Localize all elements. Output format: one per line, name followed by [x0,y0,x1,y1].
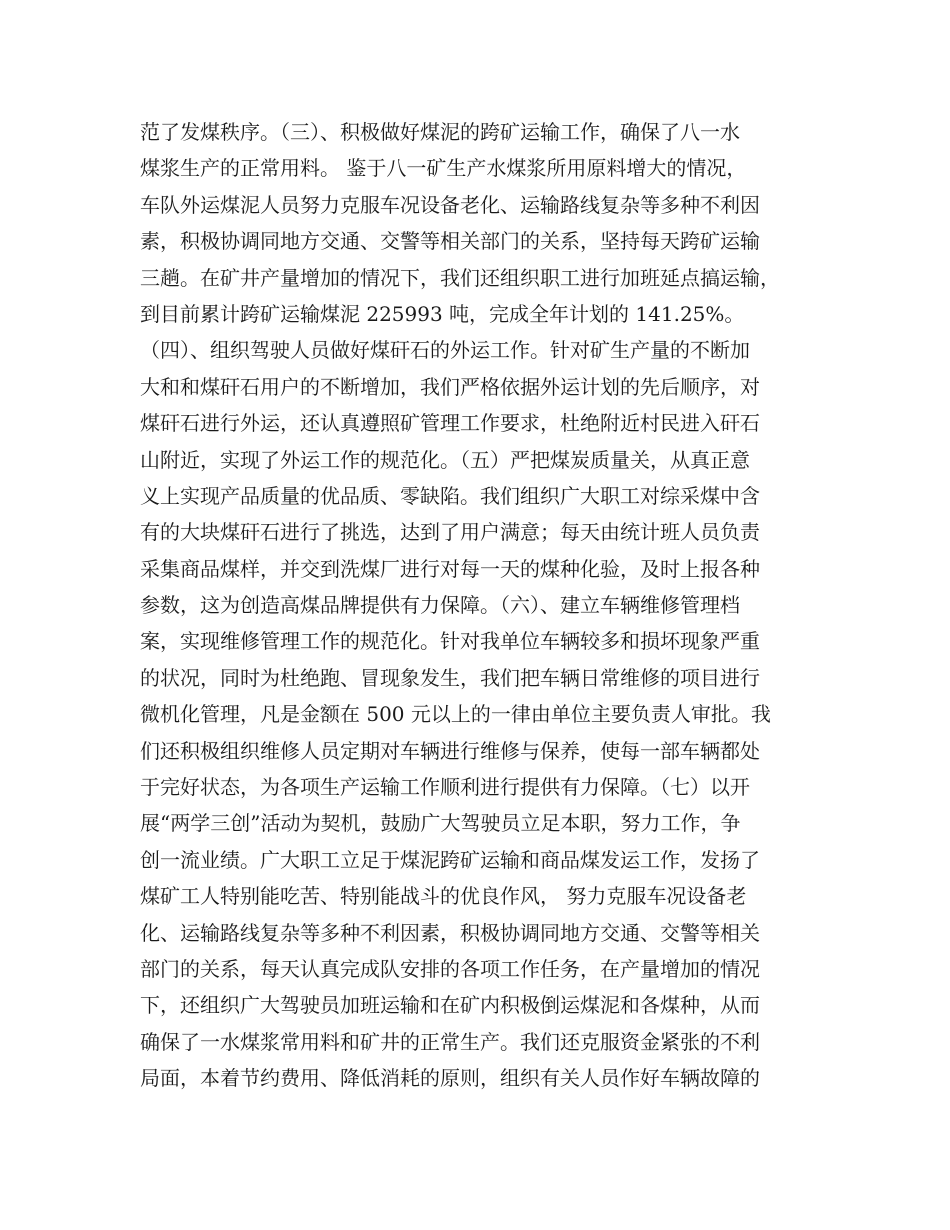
text-line: 参数，这为创造高煤品牌提供有力保障。（六）、建立车辆维修管理档 [140,593,740,618]
text-line: 义上实现产品质量的优品质、零缺陷。我们组织广大职工对综采煤中含 [140,483,760,508]
text-line: （四）、组织驾驶人员做好煤矸石的外运工作。针对矿生产量的不断加 [140,338,750,363]
text-line: 山附近，实现了外运工作的规范化。（五）严把煤炭质量关，从真正意 [140,447,750,472]
text-line: 范了发煤秩序。（三）、积极做好煤泥的跨矿运输工作，确保了八一水 [140,120,740,144]
text-line: 案，实现维修管理工作的规范化。针对我单位车辆较多和损坏现象严重 [140,629,760,654]
text-line: 展“两学三创”活动为契机，鼓励广大驾驶员立足本职，努力工作，争 [140,811,741,836]
text-line: 于完好状态，为各项生产运输工作顺利进行提供有力保障。（七）以开 [140,775,750,800]
text-line: 创一流业绩。广大职工立足于煤泥跨矿运输和商品煤发运工作，发扬了 [140,847,760,872]
text-line: 部门的关系，每天认真完成队安排的各项工作任务，在产量增加的情况 [140,956,760,981]
text-line: 的状况，同时为杜绝跑、冒现象发生，我们把车辆日常维修的项目进行 [140,665,760,690]
text-line: 到目前累计跨矿运输煤泥 225993 吨，完成全年计划的 141.25%。 [140,301,745,326]
text-line: 车队外运煤泥人员努力克服车况设备老化、运输路线复杂等多种不利因 [140,192,760,217]
text-line: 大和和煤矸石用户的不断增加，我们严格依据外运计划的先后顺序，对 [140,374,760,399]
text-line: 采集商品煤样，并交到洗煤厂进行对每一天的煤种化验，及时上报各种 [140,556,760,581]
text-line: 三趟。在矿井产量增加的情况下，我们还组织职工进行加班延点搞运输， [140,265,780,290]
text-line: 化、运输路线复杂等多种不利因素，积极协调同地方交通、交警等相关 [140,920,760,945]
text-line: 下，还组织广大驾驶员加班运输和在矿内积极倒运煤泥和各煤种，从而 [140,993,760,1018]
text-line: 有的大块煤矸石进行了挑选，达到了用户满意；每天由统计班人员负责 [140,520,760,545]
text-line: 素，积极协调同地方交通、交警等相关部门的关系，坚持每天跨矿运输 [140,229,760,254]
text-line: 煤浆生产的正常用料。 鉴于八一矿生产水煤浆所用原料增大的情况， [140,156,747,181]
text-line: 确保了一水煤浆常用料和矿井的正常生产。我们还克服资金紧张的不利 [140,1029,760,1054]
body-text [140,114,820,1097]
text-line: 局面，本着节约费用、降低消耗的原则，组织有关人员作好车辆故障的 [140,1066,760,1091]
text-line: 们还积极组织维修人员定期对车辆进行维修与保养，使每一部车辆都处 [140,738,760,763]
text-line: 煤矿工人特别能吃苦、特别能战斗的优良作风， 努力克服车况设备老 [140,884,747,909]
text-line: 微机化管理，凡是金额在 500 元以上的一律由单位主要负责人审批。我 [140,702,771,727]
text-line: 煤矸石进行外运，还认真遵照矿管理工作要求，杜绝附近村民进入矸石 [140,411,760,436]
